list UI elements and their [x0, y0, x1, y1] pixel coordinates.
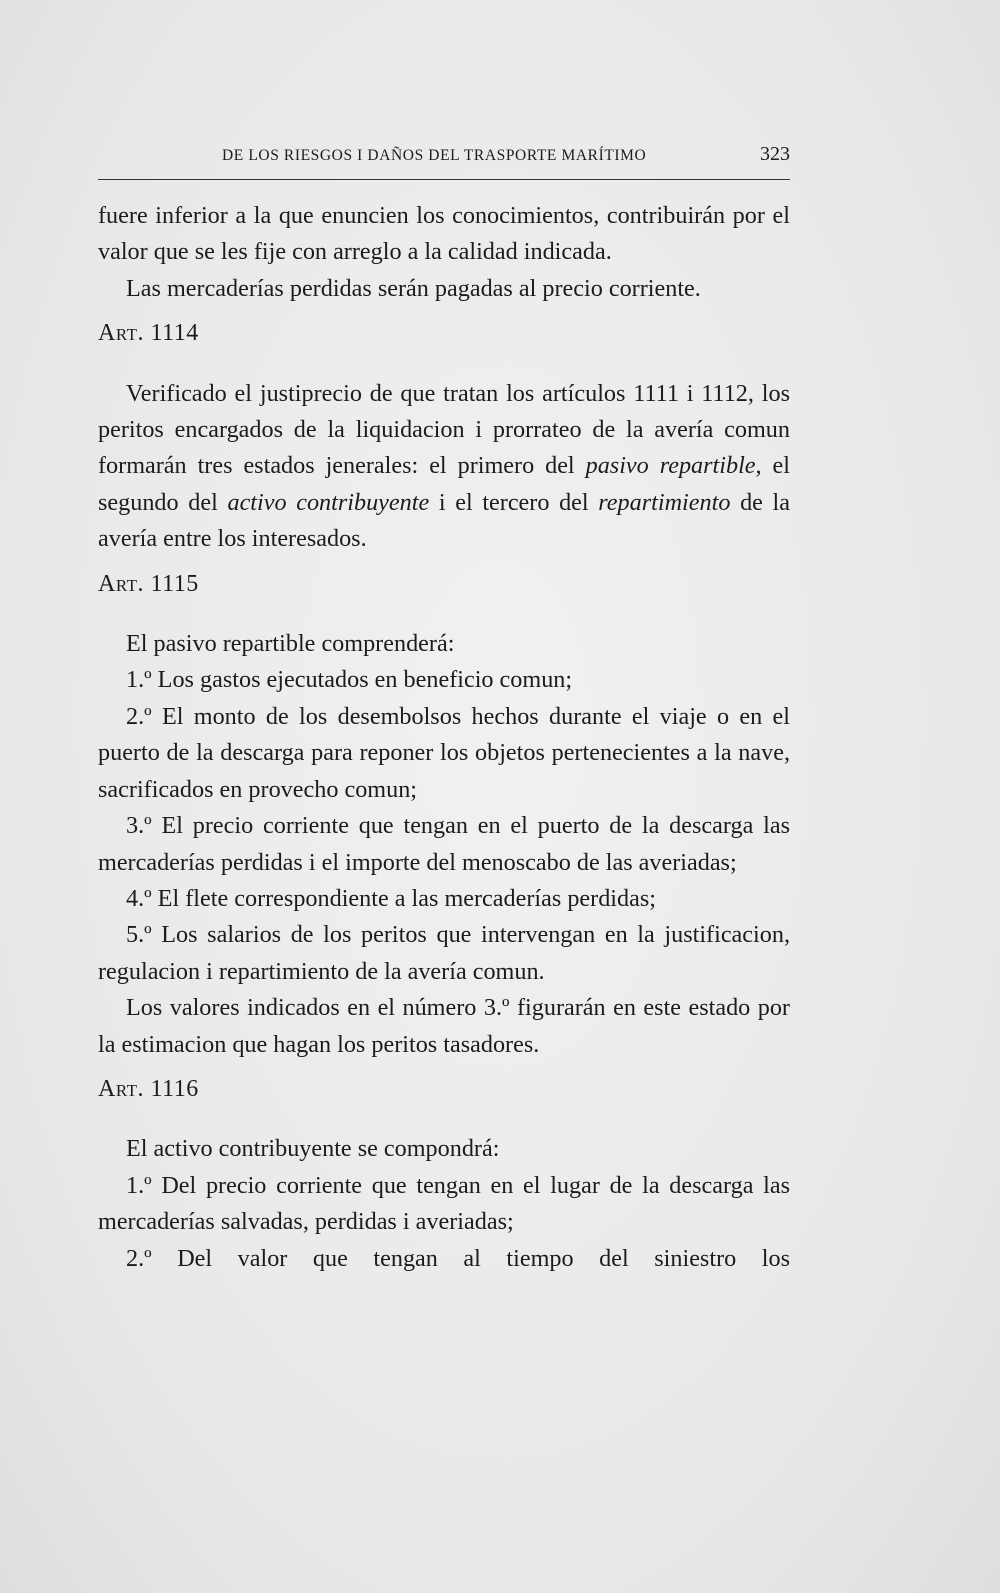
list-item: 2.º El monto de los desembolsos hechos durante el viaje o en el puerto de la descarga para reponer los objetos pertenecientes a la nave, sacrificados en provecho comun;	[98, 702, 790, 803]
article-heading-text: Art. 1114	[98, 320, 199, 347]
article-1116-intro: El activo contribuyente se compondrá:	[126, 1135, 500, 1163]
article-heading-text: Art. 1115	[98, 570, 199, 597]
list-item: 1.º Del precio corriente que tengan en el lugar de la descarga las mercaderías salvadas, perdidas i averiadas;	[98, 1171, 790, 1236]
article-1114-text-a: Verificado el justiprecio de que tratan los artículos 1111 i 1112, los peritos encargados de la liquidacion i prorrateo de la avería comun formarán tres estados jenerales: el primero del	[98, 379, 790, 480]
article-heading-1116	[98, 1071, 790, 1107]
article-1115-intro: El pasivo repartible comprenderá:	[126, 630, 455, 658]
running-header	[98, 143, 790, 166]
term-activo-contribuyente: activo contribuyente	[227, 488, 430, 516]
article-heading-1115	[98, 566, 790, 602]
paragraph-lost-goods: Las mercaderías perdidas serán pagadas al precio corriente.	[126, 274, 701, 302]
article-1114-text	[98, 376, 790, 558]
list-item: 2.º Del valor que tengan al tiempo del siniestro los	[126, 1244, 790, 1272]
article-1114-text-b: el segundo del	[98, 452, 790, 516]
list-item: 5.º Los salarios de los peritos que intervengan en la justificacion, regulacion i repartimiento de la avería comun.	[98, 921, 790, 985]
header-rule	[98, 179, 790, 180]
term-repartimiento: repartimiento	[598, 488, 731, 516]
page-body	[98, 198, 790, 1277]
paragraph-continuation: fuere inferior a la que enuncien los conocimientos, contribuirán por el valor que se les fije con arreglo a la calidad indicada.	[98, 202, 790, 266]
article-heading-1114	[98, 315, 790, 351]
list-item: 1.º Los gastos ejecutados en beneficio comun;	[126, 666, 573, 694]
article-1114-text-d: de la avería entre los interesados.	[98, 488, 790, 553]
list-item: 4.º El flete correspondiente a las mercaderías perdidas;	[126, 884, 656, 912]
list-item: 3.º El precio corriente que tengan en el puerto de la descarga las mercaderías perdidas i el importe del menoscabo de las averiadas;	[98, 812, 790, 876]
article-1115-closing: Los valores indicados en el número 3.º figurarán en este estado por la estimacion que hagan los peritos tasadores.	[98, 994, 790, 1058]
running-title: DE LOS RIESGOS I DAÑOS DEL TRASPORTE MARÍTIMO	[222, 147, 647, 164]
article-heading-text: Art. 1116	[98, 1075, 199, 1102]
article-1114-text-c: i el tercero del	[429, 488, 599, 516]
page-number: 323	[760, 143, 790, 165]
term-pasivo-repartible: pasivo repartible,	[585, 452, 762, 480]
